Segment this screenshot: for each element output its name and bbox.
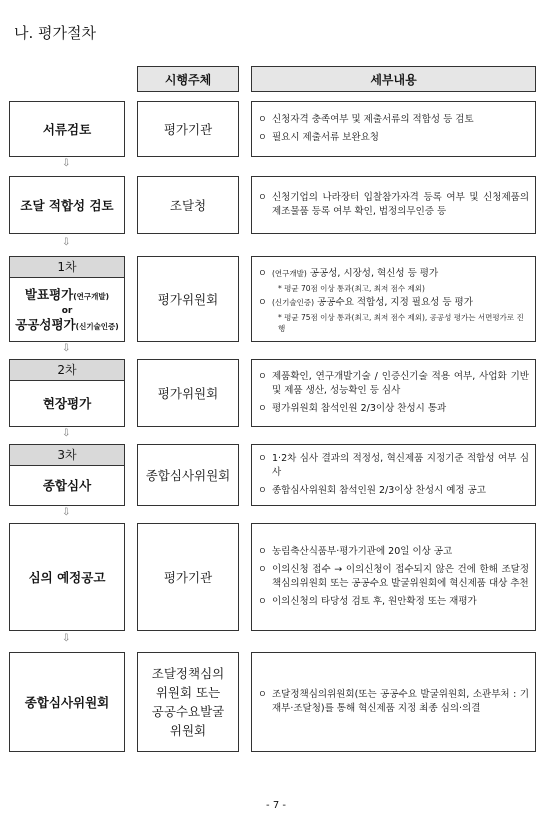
down-arrow-icon: ⇩ xyxy=(62,237,71,248)
step-document-review xyxy=(9,101,125,157)
details-cell xyxy=(251,523,536,631)
detail-item xyxy=(258,370,529,398)
bullet-icon: ㅇ xyxy=(258,454,267,464)
bullet-icon: ㅇ xyxy=(258,690,267,700)
executor-cell xyxy=(137,444,239,506)
down-arrow-icon: ⇩ xyxy=(62,158,71,169)
detail-text: 평가위원회 참석인원 2/3이상 찬성시 통과 xyxy=(272,403,447,414)
bullet-icon: ㅇ xyxy=(258,297,267,308)
detail-item xyxy=(258,688,529,716)
detail-note: * 평균 75점 이상 통과(최고, 최저 점수 제외), 공공성 평가는 서면평가로 진행 xyxy=(278,312,524,333)
executor-label: 공공수요발굴 xyxy=(151,704,225,719)
step-sublabel: (신기술인증) xyxy=(75,322,119,331)
bullet-icon: ㅇ xyxy=(258,115,267,125)
bullet-icon: ㅇ xyxy=(258,597,267,607)
header-details: 세부내용 xyxy=(251,66,536,92)
executor-label: 평가기관 xyxy=(163,121,213,137)
executor-label: 조달청 xyxy=(169,197,207,213)
detail-item xyxy=(258,402,529,416)
or-label: or xyxy=(61,306,73,316)
detail-text: 종합심사위원회 참석인원 2/3이상 찬성시 예정 공고 xyxy=(272,485,486,496)
section-heading: 나. 평가절차 xyxy=(14,24,96,42)
executor-label: 평가기관 xyxy=(163,569,213,585)
detail-text: 신청기업의 나라장터 입찰참가자격 등록 여부 및 신청제품의 제조물품 등록 여부 확인, 법정의무인증 등 xyxy=(272,192,529,217)
step-label: 발표평가 xyxy=(24,287,74,302)
detail-text: 조달정책심의위원회(또는 공공수요 발굴위원회, 소관부처 : 기재부·조달청)를 통해 혁신제품 지정 최종 심의·의결 xyxy=(272,689,529,714)
step-label: 심의 예정공고 xyxy=(28,570,106,585)
stage-label: 2차 xyxy=(10,360,124,381)
bullet-icon: ㅇ xyxy=(258,565,267,575)
down-arrow-icon: ⇩ xyxy=(62,343,71,354)
step-comprehensive-review xyxy=(9,444,125,506)
executor-label: 조달정책심의 xyxy=(151,666,225,681)
step-first-evaluation xyxy=(9,256,125,342)
detail-text: 공공수요 적합성, 지정 필요성 등 평가 xyxy=(317,296,473,308)
executor-cell xyxy=(137,523,239,631)
step-deliberation-notice xyxy=(9,523,125,631)
bullet-icon: ㅇ xyxy=(258,404,267,414)
detail-note: * 평균 70점 이상 통과(최고, 최저 점수 제외) xyxy=(278,283,425,293)
detail-text: 제품확인, 연구개발기술 / 인증신기술 적용 여부, 사업화 기반 및 제품 생산, 성능확인 등 심사 xyxy=(272,371,529,396)
step-label: 종합심사위원회 xyxy=(24,695,110,710)
executor-cell xyxy=(137,176,239,234)
bullet-icon: ㅇ xyxy=(258,133,267,143)
details-cell xyxy=(251,256,536,342)
executor-label: 위원회 xyxy=(169,723,207,738)
page-number: - 7 - xyxy=(266,800,286,811)
step-procurement-review xyxy=(9,176,125,234)
bullet-icon: ㅇ xyxy=(258,547,267,557)
executor-label: 종합심사위원회 xyxy=(145,467,231,483)
step-label: 공공성평가 xyxy=(15,317,76,332)
executor-cell xyxy=(137,256,239,342)
detail-item xyxy=(258,113,529,127)
bullet-icon: ㅇ xyxy=(258,193,267,203)
step-site-evaluation xyxy=(9,359,125,427)
step-label: 조달 적합성 검토 xyxy=(20,198,114,213)
stage-label: 3차 xyxy=(10,445,124,466)
detail-text: 이의신청 접수 → 이의신청이 접수되지 않은 건에 한해 조달정책심의위원회 또는 공공수요 발굴위원회에 혁신제품 대상 추천 xyxy=(272,564,529,589)
detail-text: 공공성, 시장성, 혁신성 등 평가 xyxy=(309,267,439,279)
details-cell xyxy=(251,444,536,506)
executor-label: 위원회 또는 xyxy=(155,685,221,700)
executor-label: 평가위원회 xyxy=(157,385,219,401)
detail-item xyxy=(258,296,529,310)
step-sublabel: (연구개발) xyxy=(73,292,110,301)
detail-item xyxy=(258,131,529,145)
detail-text: 신청자격 충족여부 및 제출서류의 적합성 등 검토 xyxy=(272,114,474,125)
executor-label: 평가위원회 xyxy=(157,291,219,307)
detail-item xyxy=(258,452,529,480)
step-final-committee xyxy=(9,652,125,752)
details-cell xyxy=(251,359,536,427)
detail-tag: (연구개발) xyxy=(272,268,307,278)
detail-text: 필요시 제출서류 보완요청 xyxy=(272,132,379,143)
down-arrow-icon: ⇩ xyxy=(62,633,71,644)
detail-text: 농림축산식품부·평가기관에 20일 이상 공고 xyxy=(272,546,453,557)
stage-label: 1차 xyxy=(10,257,124,278)
header-executor: 시행주체 xyxy=(137,66,239,92)
down-arrow-icon: ⇩ xyxy=(62,428,71,439)
detail-item xyxy=(258,545,529,559)
detail-item xyxy=(258,191,529,219)
detail-item xyxy=(258,595,529,609)
detail-item xyxy=(258,267,529,281)
details-cell xyxy=(251,101,536,157)
down-arrow-icon: ⇩ xyxy=(62,507,71,518)
step-label: 종합심사 xyxy=(42,478,92,493)
details-cell xyxy=(251,176,536,234)
bullet-icon: ㅇ xyxy=(258,268,267,279)
detail-item xyxy=(258,563,529,591)
executor-cell xyxy=(137,652,239,752)
step-label: 현장평가 xyxy=(42,396,92,411)
executor-cell xyxy=(137,101,239,157)
step-label: 서류검토 xyxy=(42,122,92,137)
details-cell xyxy=(251,652,536,752)
detail-item xyxy=(258,484,529,498)
detail-text: 1·2차 심사 결과의 적정성, 혁신제품 지정기준 적합성 여부 심사 xyxy=(272,453,529,478)
detail-tag: (신기술인증) xyxy=(272,297,315,307)
detail-text: 이의신청의 타당성 검토 후, 원안확정 또는 재평가 xyxy=(272,596,477,607)
executor-cell xyxy=(137,359,239,427)
bullet-icon: ㅇ xyxy=(258,486,267,496)
bullet-icon: ㅇ xyxy=(258,372,267,382)
